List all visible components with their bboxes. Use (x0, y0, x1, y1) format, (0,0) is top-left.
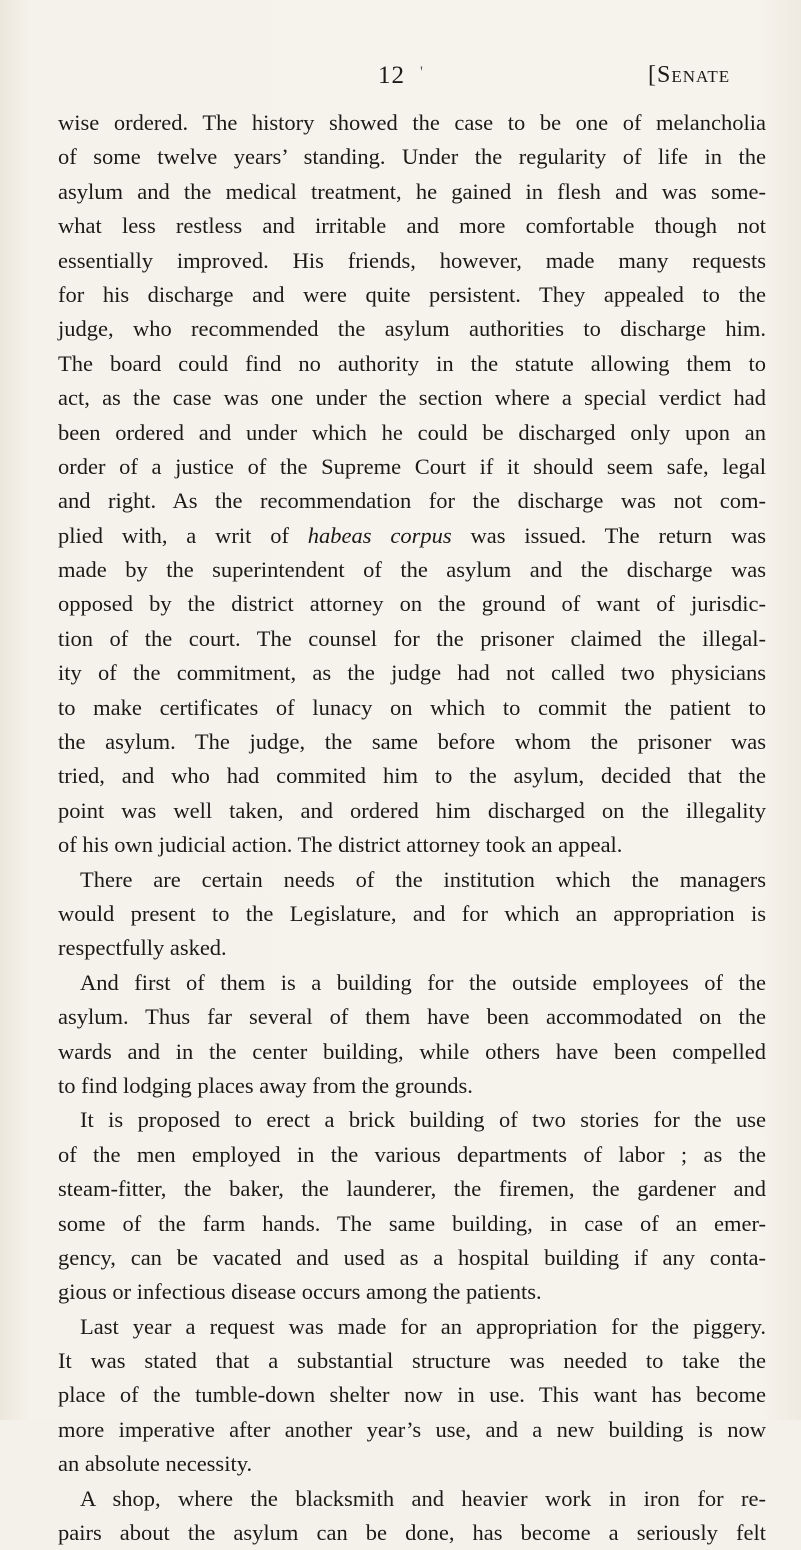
text-line: of some twelve years’ standing. Under the regularity of life in the (58, 144, 766, 170)
text-line: order of a justice of the Supreme Court if it should seem safe, legal (58, 453, 766, 479)
text-line: It is proposed to erect a brick building of two stories for the use (80, 1107, 766, 1133)
text-line (58, 519, 766, 553)
text-line: steam-fitter, the baker, the launderer, the firemen, the gardener and (58, 1176, 766, 1202)
text-line: to find lodging places away from the grounds. (58, 1072, 473, 1098)
text-line: tion of the court. The counsel for the prisoner claimed the illegal- (58, 625, 766, 651)
text-segment: plied with, a writ of (58, 522, 308, 548)
stray-mark: ' (420, 64, 423, 81)
text-line: tried, and who had commited him to the asylum, decided that the (58, 763, 766, 789)
text-line: gency, can be vacated and used as a hospital building if any conta- (58, 1244, 766, 1270)
text-line: pairs about the asylum can be done, has become a seriously felt (58, 1520, 766, 1546)
text-line: to make certificates of lunacy on which to commit the patient to (58, 694, 766, 720)
text-line: asylum and the medical treatment, he gained in flesh and was some- (58, 178, 766, 204)
italic-phrase: habeas corpus (307, 522, 452, 548)
text-line: for his discharge and were quite persistent. They appealed to the (58, 281, 766, 307)
text-line: asylum. Thus far several of them have been accommodated on the (58, 1004, 766, 1030)
text-segment: was issued. The return was (451, 522, 767, 548)
text-line: gious or infectious disease occurs among the patients. (58, 1279, 542, 1305)
text-line: and right. As the recommendation for the discharge was not com- (58, 488, 766, 514)
text-line: made by the superintendent of the asylum and the discharge was (58, 557, 766, 583)
text-line: some of the farm hands. The same building, in case of an emer- (58, 1210, 766, 1236)
text-line: It was stated that a substantial structure was needed to take the (58, 1348, 766, 1374)
text-line: act, as the case was one under the section where a special verdict had (58, 385, 766, 411)
text-line: respectfully asked. (58, 935, 227, 961)
text-line: essentially improved. His friends, however, made many requests (58, 247, 766, 273)
text-line: of his own judicial action. The district attorney took an appeal. (58, 832, 623, 858)
page-number: 12 (378, 62, 405, 89)
text-line: ity of the commitment, as the judge had not called two physicians (58, 660, 766, 686)
text-line: an absolute necessity. (58, 1451, 253, 1477)
page-header (0, 62, 801, 102)
text-line: The board could find no authority in the statute allowing them to (58, 350, 766, 376)
text-line: of the men employed in the various departments of labor ; as the (58, 1141, 766, 1167)
text-line: There are certain needs of the institution which the managers (80, 866, 766, 892)
text-line: Last year a request was made for an appropriation for the piggery. (80, 1313, 766, 1339)
text-line: And first of them is a building for the outside employees of the (80, 969, 766, 995)
running-head: [Senate (648, 62, 731, 88)
text-line: been ordered and under which he could be discharged only upon an (58, 419, 766, 445)
text-line: judge, who recommended the asylum authorities to discharge him. (58, 316, 766, 342)
text-line: more imperative after another year’s use, and a new building is now (58, 1416, 766, 1442)
text-line: place of the tumble-down shelter now in use. This want has become (58, 1382, 766, 1408)
text-line: the asylum. The judge, the same before whom the prisoner was (58, 729, 766, 755)
body-text (58, 106, 766, 1550)
text-line: point was well taken, and ordered him discharged on the illegality (58, 797, 766, 823)
text-line: wards and in the center building, while others have been compelled (58, 1038, 766, 1064)
text-line: what less restless and irritable and more comfortable though not (58, 213, 766, 239)
text-line: A shop, where the blacksmith and heavier work in iron for re- (80, 1485, 766, 1511)
text-line: opposed by the district attorney on the ground of want of jurisdic- (58, 591, 766, 617)
text-line: would present to the Legislature, and for which an appropriation is (58, 900, 766, 926)
text-line: wise ordered. The history showed the case to be one of melancholia (58, 110, 766, 135)
